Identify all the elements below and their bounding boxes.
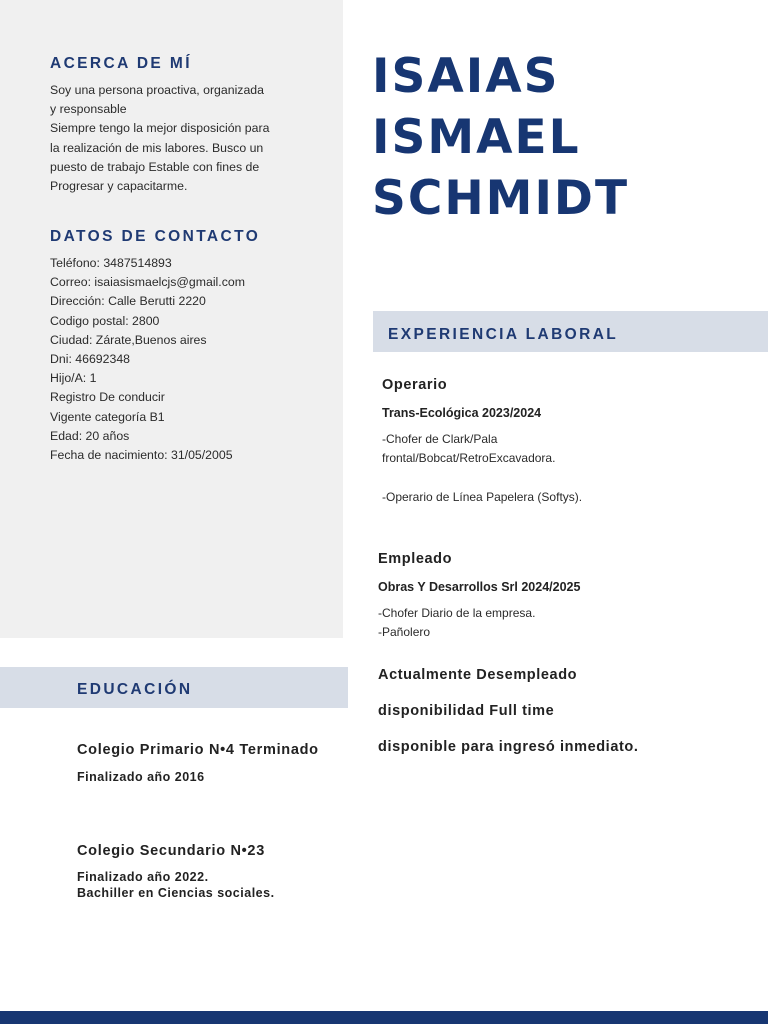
contact-city: Ciudad: Zárate,Buenos aires [50,332,207,347]
footer-bar [0,1011,768,1024]
job-description [382,430,582,507]
about-line: Progresar y capacitarme. [50,179,188,194]
contact-heading: DATOS DE CONTACTO [50,228,261,245]
experience-band [373,311,768,352]
availability-status: disponibilidad Full time [378,703,555,719]
education-detail-line: Finalizado año 2016 [77,770,205,784]
contact-birthdate: Fecha de nacimiento: 31/05/2005 [50,448,233,463]
education-details [77,869,275,901]
job-company: Obras Y Desarrollos Srl 2024/2025 [378,580,581,594]
contact-age: Edad: 20 años [50,428,130,443]
about-line: puesto de trabajo Estable con fines de [50,159,260,174]
about-text [50,81,269,196]
job-desc-line: -Chofer de Clark/Pala [382,432,498,446]
contact-license: Registro De conducir [50,390,165,405]
job-title: Empleado [378,551,453,567]
job-desc-line: -Pañolero [378,625,431,640]
job-description [378,604,535,642]
job-desc-line: -Chofer Diario de la empresa. [378,606,536,620]
job-company: Trans-Ecológica 2023/2024 [382,406,542,420]
contact-license-category: Vigente categoría B1 [50,409,165,424]
contact-children: Hijo/A: 1 [50,371,97,386]
education-band [0,667,348,708]
about-line: la realización de mis labores. Busco un [50,140,264,155]
experience-heading: EXPERIENCIA LABORAL [388,326,619,343]
full-name [372,46,629,229]
contact-list [50,254,245,465]
name-line: ISAIAS [372,49,560,104]
availability-status: disponible para ingresó inmediato. [378,739,639,755]
job-desc-line: -Operario de Línea Papelera (Softys). [382,489,583,504]
education-detail-line: Bachiller en Ciencias sociales. [77,886,275,900]
contact-postal-code: Codigo postal: 2800 [50,313,160,328]
job-title: Operario [382,377,448,393]
availability-status: Actualmente Desempleado [378,667,578,683]
job-desc-line: frontal/Bobcat/RetroExcavadora. [382,451,556,466]
job-desc-line [382,468,582,487]
education-title: Colegio Secundario N•23 [77,843,265,859]
about-line: Soy una persona proactiva, organizada [50,83,264,97]
about-line: Siempre tengo la mejor disposición para [50,121,270,136]
education-details [77,769,205,785]
name-line: SCHMIDT [372,171,630,226]
about-line: y responsable [50,102,127,117]
contact-phone: Teléfono: 3487514893 [50,256,172,270]
education-detail-line: Finalizado año 2022. [77,870,209,884]
contact-email: Correo: isaiasismaelcjs@gmail.com [50,275,245,290]
contact-dni: Dni: 46692348 [50,352,130,367]
contact-address: Dirección: Calle Berutti 2220 [50,294,206,309]
about-heading: ACERCA DE MÍ [50,55,192,72]
name-line: ISMAEL [372,110,581,165]
education-title: Colegio Primario N•4 Terminado [77,742,319,758]
education-heading: EDUCACIÓN [77,681,193,698]
